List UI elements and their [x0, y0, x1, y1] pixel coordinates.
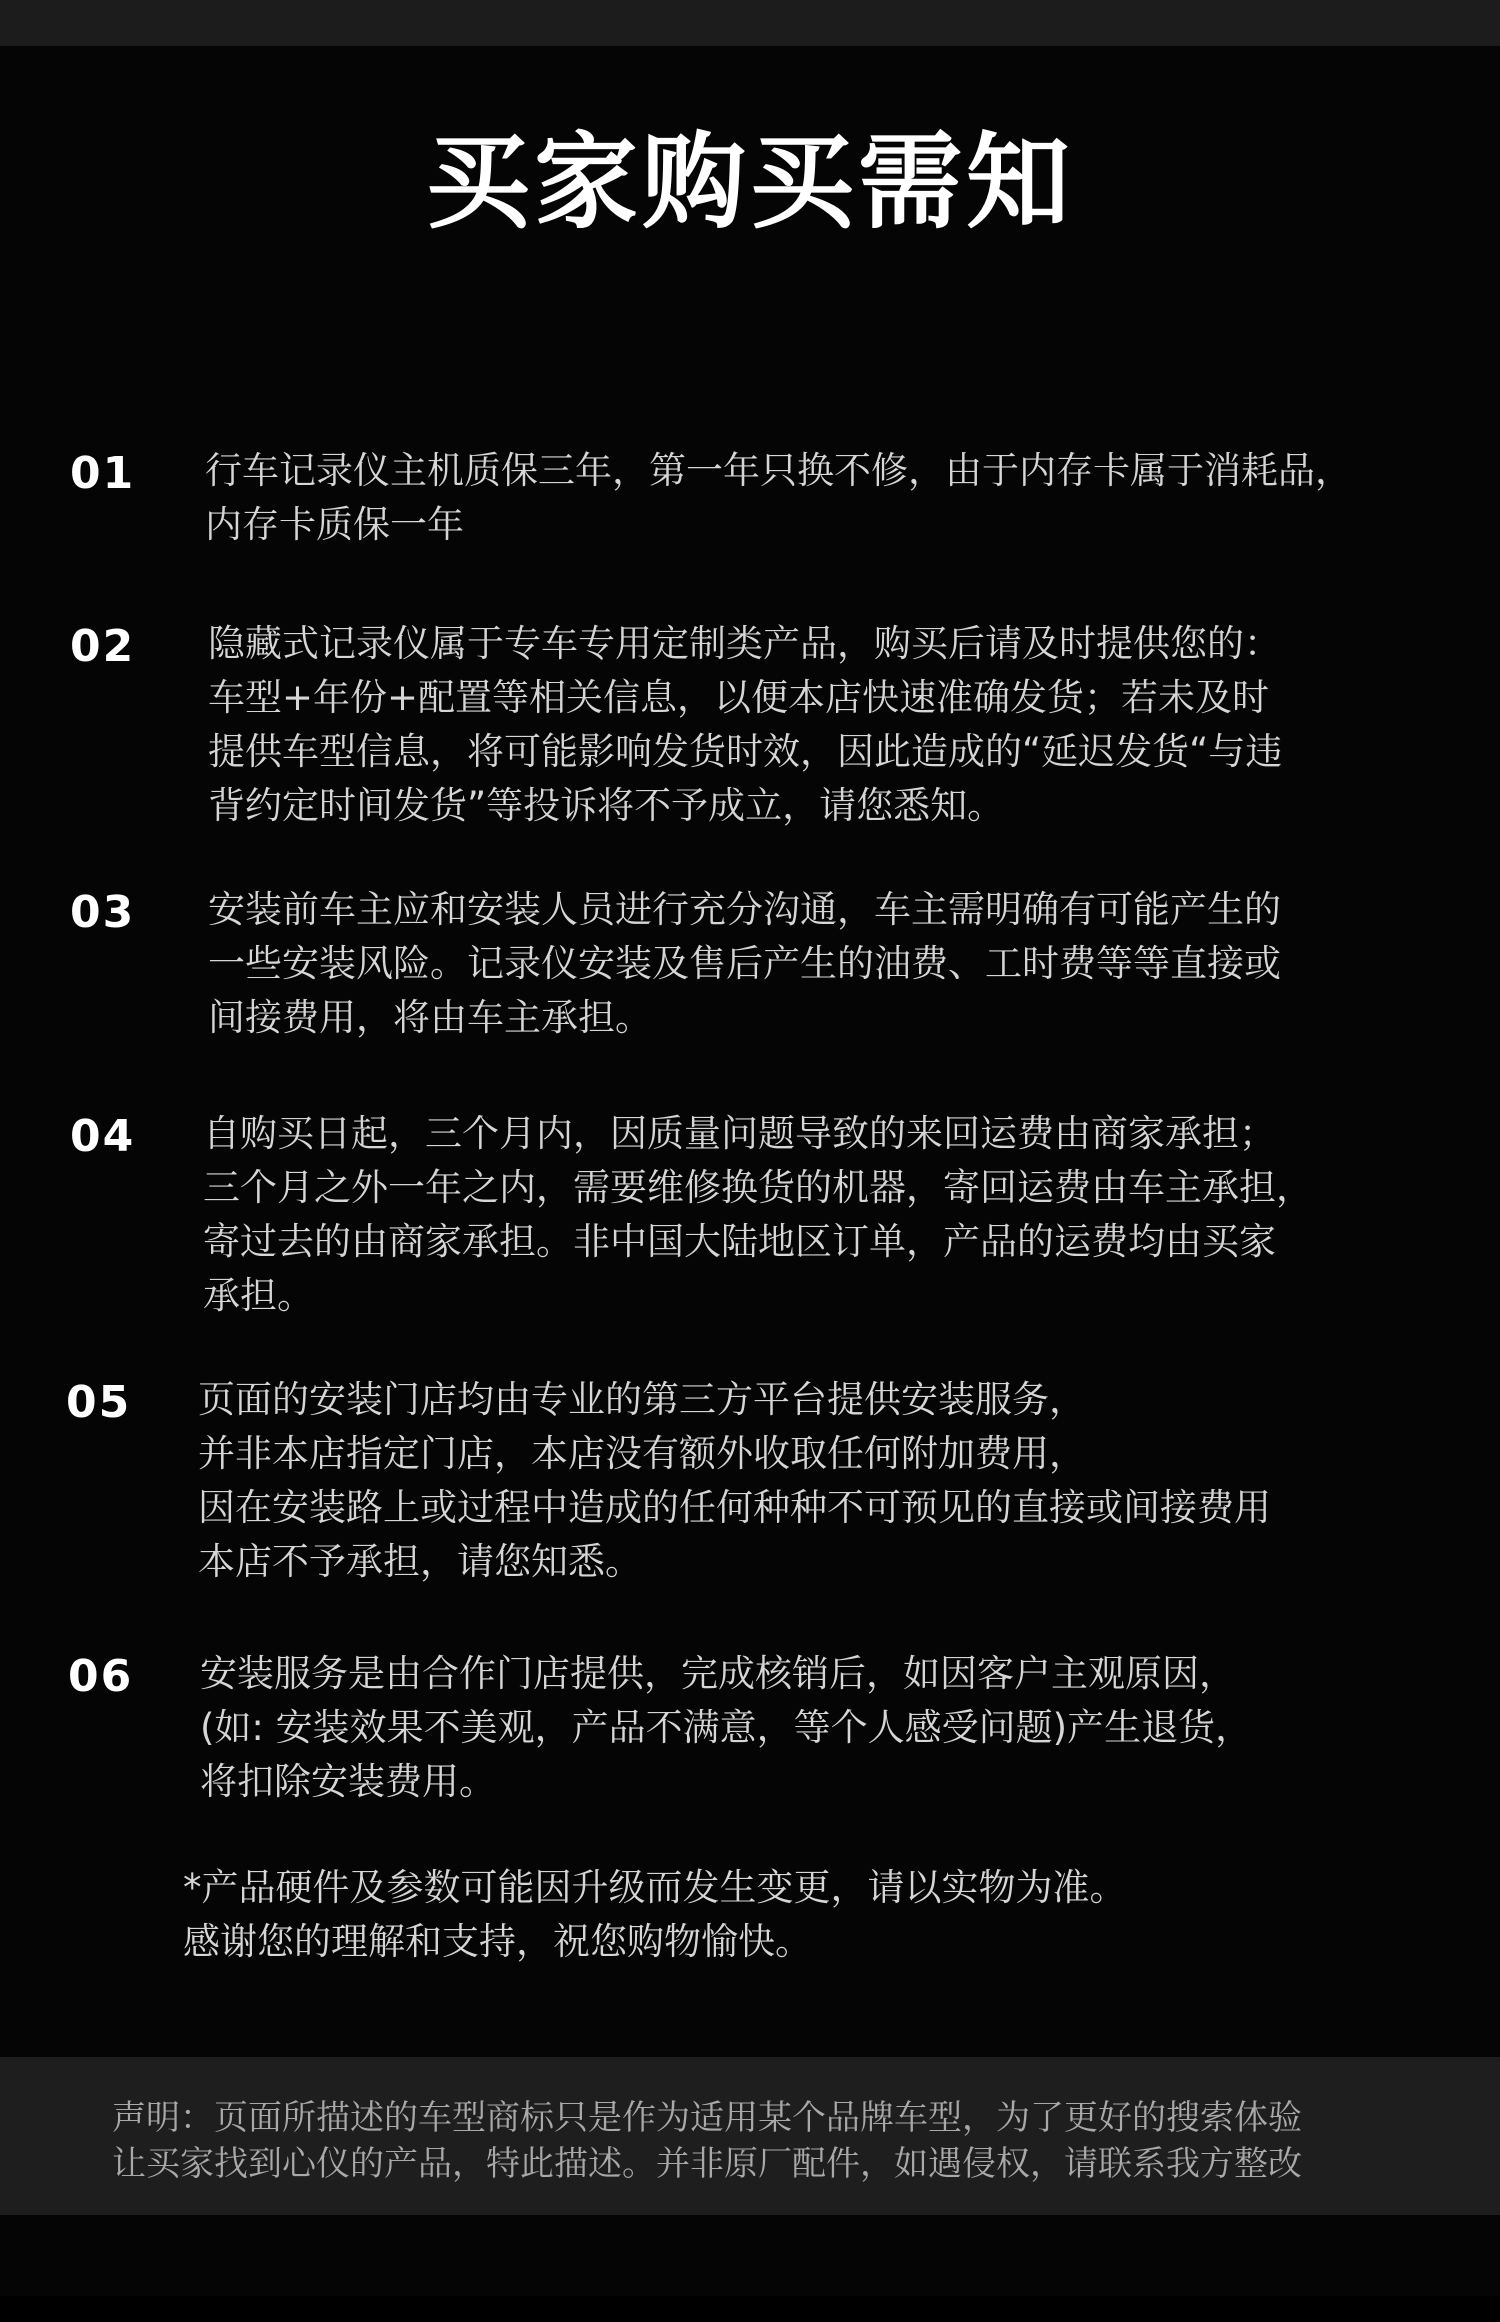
item-number: 04: [70, 1111, 136, 1162]
item-text-line: (如: 安装效果不美观，产品不满意，等个人感受问题)产生退货，: [200, 1706, 1253, 1749]
item-text: [200, 1647, 1430, 1809]
item-number: 03: [70, 887, 136, 938]
disclaimer-line: 让买家找到心仪的产品，特此描述。并非原厂配件，如遇侵权，请联系我方整改: [112, 2144, 1302, 2184]
item-text-line: 自购买日起，三个月内，因质量问题导致的来回运费由商家承担；: [203, 1112, 1276, 1155]
item-text-line: 背约定时间发货”等投诉将不予成立，请您悉知。: [208, 784, 1005, 827]
top-strip: [0, 0, 1500, 46]
item-text-line: 间接费用，将由车主承担。: [208, 996, 652, 1039]
page-title: 买家购买需知: [425, 121, 1074, 243]
note-line: *产品硬件及参数可能因升级而发生变更，请以实物为准。: [183, 1866, 1127, 1909]
item-number: 01: [70, 448, 136, 499]
item-text: [205, 444, 1435, 552]
item-text-line: 寄过去的由商家承担。非中国大陆地区订单，产品的运费均由买家: [203, 1220, 1276, 1263]
item-text-line: 因在安装路上或过程中造成的任何种种不可预见的直接或间接费用: [198, 1486, 1271, 1529]
item-text-line: 并非本店指定门店，本店没有额外收取任何附加费用，: [198, 1432, 1086, 1475]
note-line: 感谢您的理解和支持，祝您购物愉快。: [183, 1920, 812, 1963]
item-text-line: 承担。: [203, 1274, 314, 1317]
item-number: 06: [68, 1651, 134, 1702]
disclaimer-line: 声明：页面所描述的车型商标只是作为适用某个品牌车型，为了更好的搜索体验: [112, 2098, 1302, 2138]
item-text-line: 三个月之外一年之内，需要维修换货的机器，寄回运费由车主承担，: [203, 1166, 1313, 1209]
item-text-line: 安装前车主应和安装人员进行充分沟通，车主需明确有可能产生的: [208, 888, 1281, 931]
item-text-line: 安装服务是由合作门店提供，完成核销后，如因客户主观原因，: [200, 1652, 1236, 1695]
disclaimer-text: [112, 2095, 1302, 2187]
closing-note: [183, 1861, 1127, 1969]
item-text-line: 隐藏式记录仪属于专车专用定制类产品，购买后请及时提供您的：: [208, 622, 1281, 665]
item-number: 02: [70, 621, 136, 672]
item-text-line: 一些安装风险。记录仪安装及售后产生的油费、工时费等等直接或: [208, 942, 1281, 985]
item-text-line: 行车记录仪主机质保三年，第一年只换不修，由于内存卡属于消耗品，: [205, 449, 1352, 492]
item-text-line: 将扣除安装费用。: [200, 1760, 496, 1803]
item-number: 05: [66, 1377, 132, 1428]
item-text-line: 车型+年份+配置等相关信息，以便本店快速准确发货；若未及时: [208, 676, 1270, 719]
item-text: [208, 883, 1438, 1045]
item-text: [203, 1107, 1433, 1323]
disclaimer-bar: [0, 2057, 1500, 2215]
item-text: [208, 617, 1438, 833]
item-text-line: 提供车型信息，将可能影响发货时效，因此造成的“延迟发货“与违: [208, 730, 1283, 773]
item-text: [198, 1373, 1428, 1589]
item-text-line: 本店不予承担，请您知悉。: [198, 1540, 642, 1583]
item-text-line: 页面的安装门店均由专业的第三方平台提供安装服务，: [198, 1378, 1086, 1421]
item-text-line: 内存卡质保一年: [205, 503, 464, 546]
